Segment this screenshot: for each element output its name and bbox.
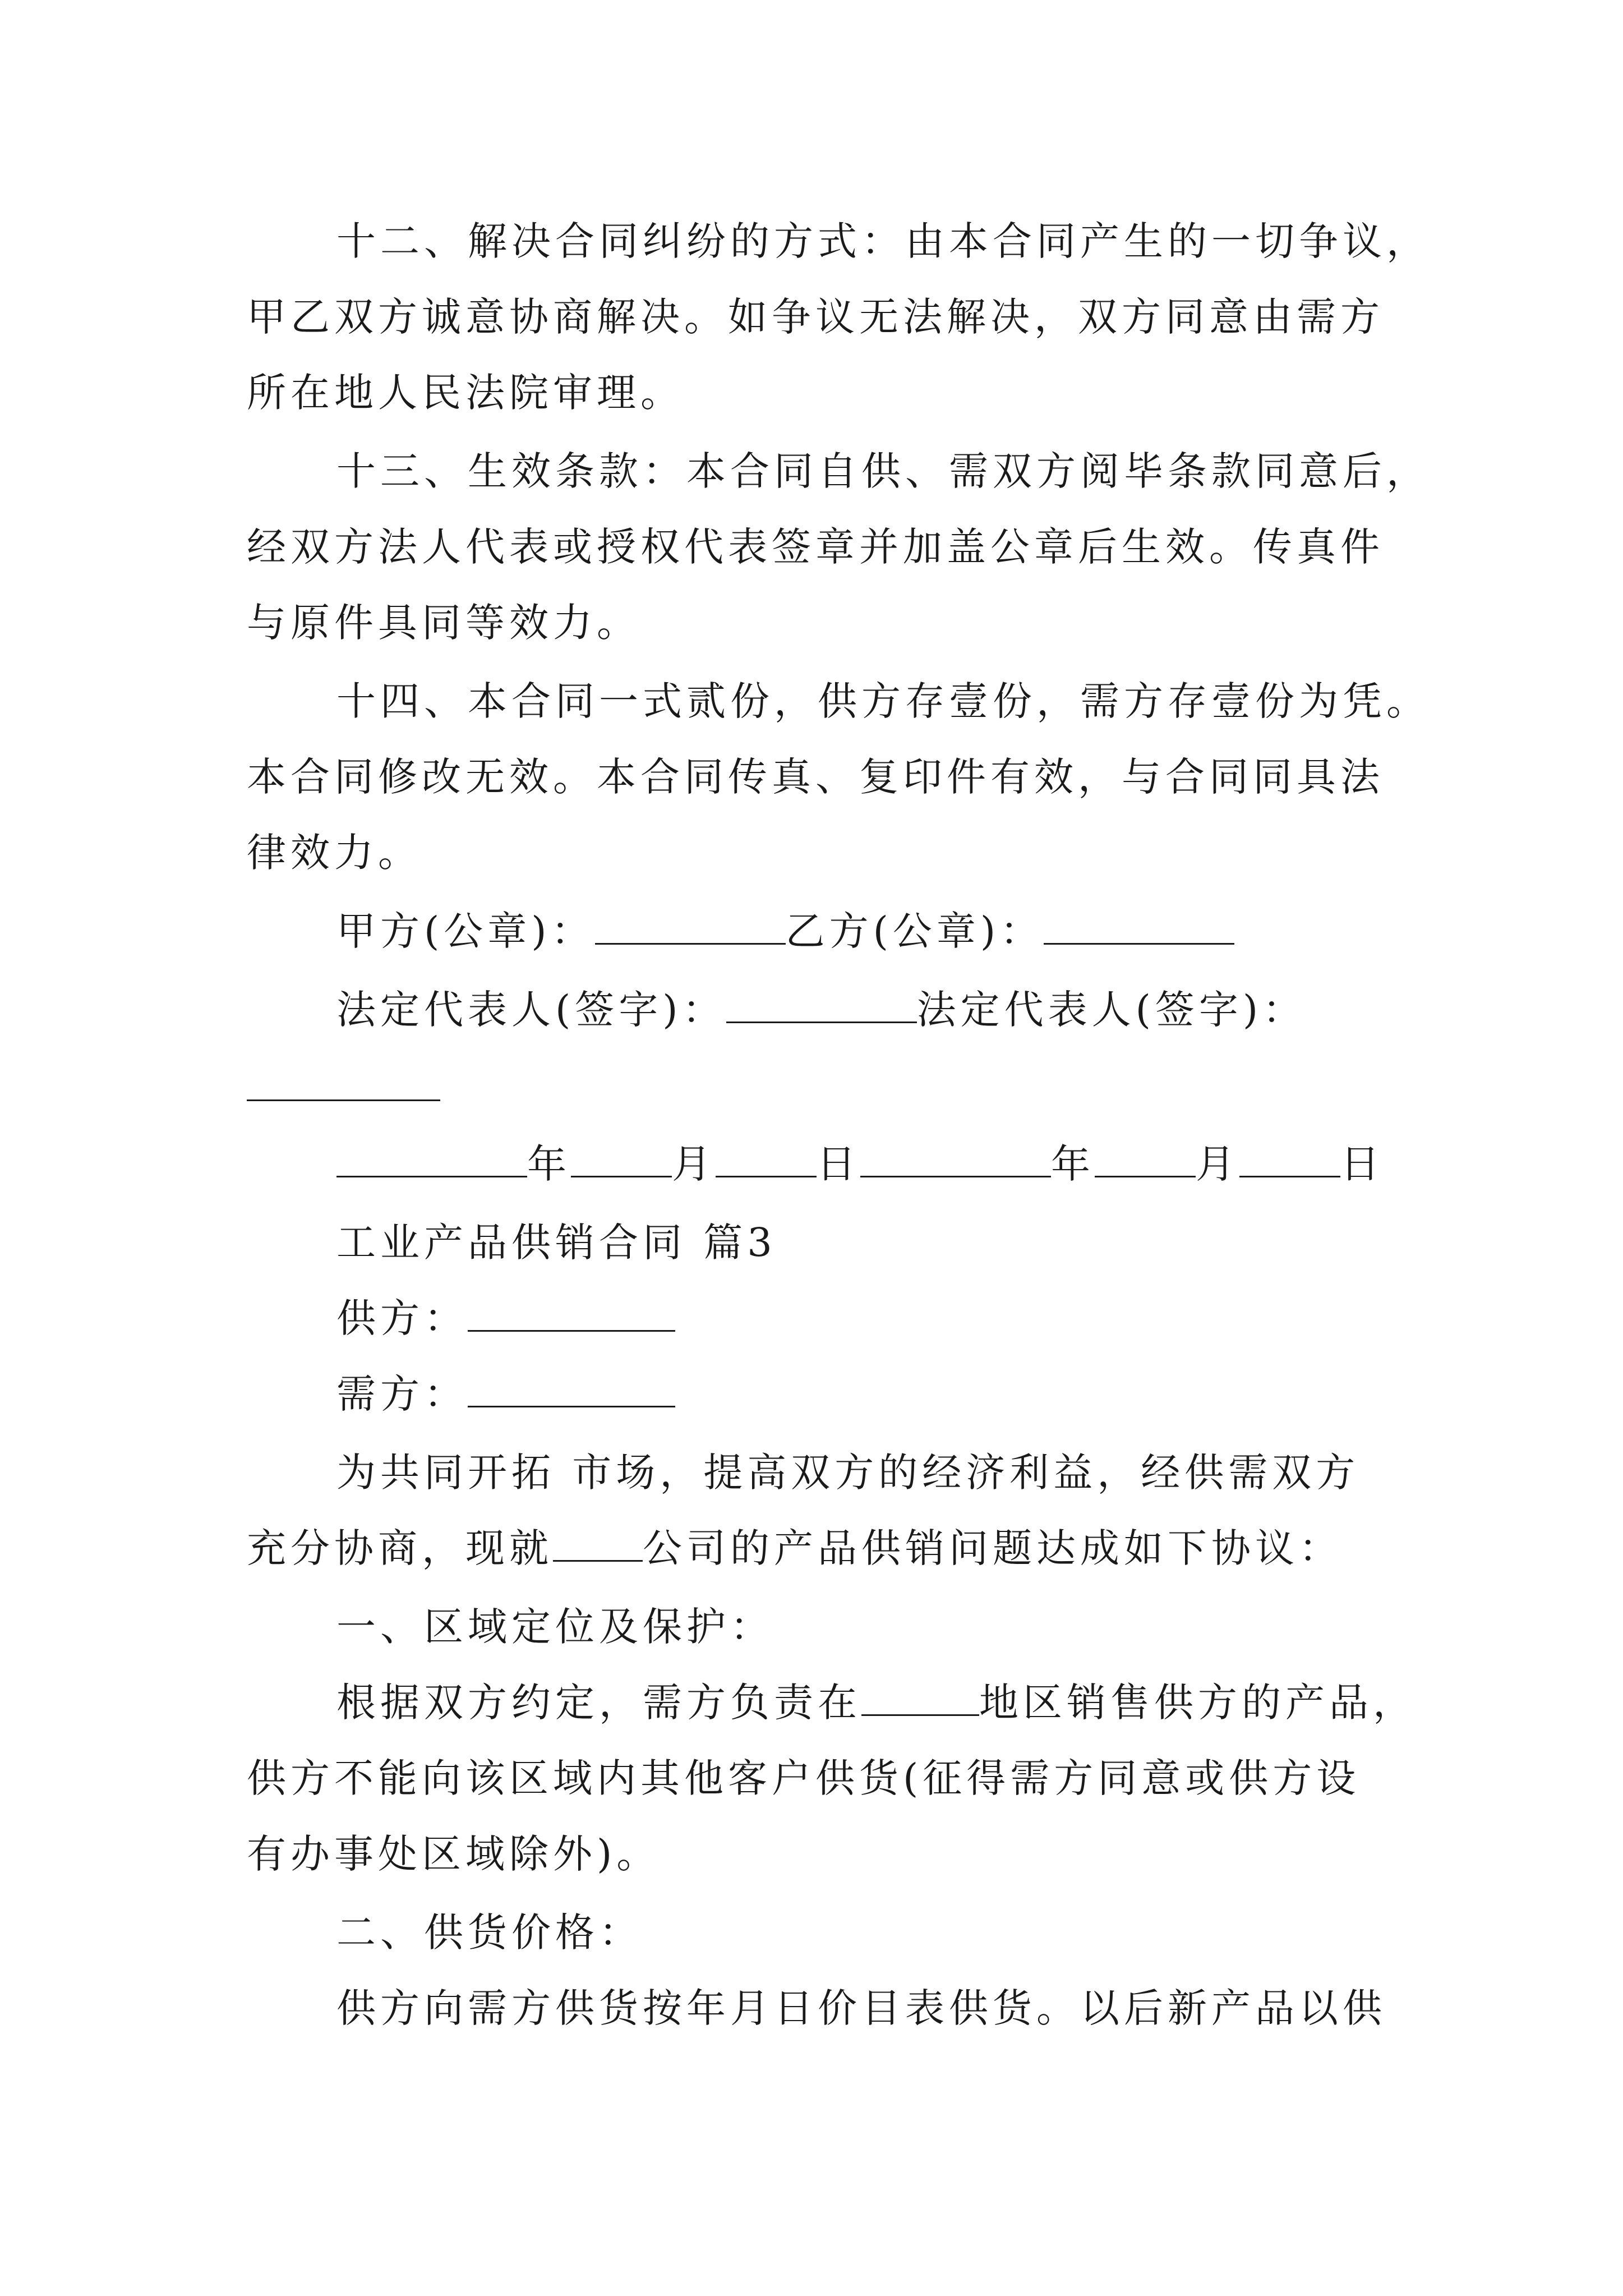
item-1-line-1	[336, 1680, 1417, 1726]
year-label-b: 年	[1051, 1141, 1095, 1187]
supplier-label: 供方：	[336, 1295, 468, 1341]
intro-line-2-start: 充分协商，现就	[247, 1525, 553, 1571]
party-b-seal-blank[interactable]	[1044, 940, 1234, 945]
party-b-seal-label: 乙方(公章)：	[785, 908, 1044, 954]
day-label-b: 日	[1340, 1141, 1384, 1187]
section-3-title: 工业产品供销合同 篇3	[336, 1220, 777, 1266]
buyer-blank[interactable]	[468, 1402, 675, 1407]
item-1-line-1-start: 根据双方约定，需方负责在	[336, 1680, 861, 1726]
legal-rep-b-blank[interactable]	[247, 1099, 440, 1101]
date-b-day-blank[interactable]	[1239, 1172, 1340, 1177]
legal-rep-a-label: 法定代表人(签字)：	[336, 987, 726, 1033]
party-a-seal-label: 甲方(公章)：	[336, 908, 595, 954]
supplier-line	[336, 1295, 675, 1341]
month-label: 月	[672, 1141, 716, 1187]
item-2-line-1: 供方向需方供货按年月日价目表供货。以后新产品以供	[336, 1985, 1386, 2031]
date-a-month-blank[interactable]	[571, 1172, 672, 1177]
intro-line-2	[247, 1525, 1343, 1571]
date-line	[336, 1141, 1384, 1187]
clause-14-line-2: 本合同修改无效。本合同传真、复印件有效，与合同同具法	[247, 754, 1384, 800]
legal-rep-line	[336, 987, 1307, 1033]
clause-13-line-3: 与原件具同等效力。	[247, 600, 640, 646]
buyer-label: 需方：	[336, 1371, 468, 1417]
day-label: 日	[817, 1141, 860, 1187]
date-b-month-blank[interactable]	[1095, 1172, 1196, 1177]
clause-13-line-2: 经双方法人代表或授权代表签章并加盖公章后生效。传真件	[247, 524, 1384, 570]
item-1-line-3: 有办事处区域除外)。	[247, 1831, 661, 1877]
seal-line	[336, 908, 1234, 954]
month-label-b: 月	[1196, 1141, 1239, 1187]
date-a-day-blank[interactable]	[716, 1172, 817, 1177]
intro-line-2-end: 公司的产品供销问题达成如下协议：	[643, 1525, 1343, 1571]
clause-13-line-1: 十三、生效条款：本合同自供、需双方阅毕条款同意后，	[336, 448, 1430, 494]
date-a-year-blank[interactable]	[336, 1172, 527, 1177]
clause-12-line-1: 十二、解决合同纠纷的方式：由本合同产生的一切争议，	[336, 218, 1430, 264]
clause-14-line-3: 律效力。	[247, 830, 422, 876]
date-b-year-blank[interactable]	[860, 1172, 1051, 1177]
buyer-line	[336, 1371, 675, 1417]
year-label: 年	[527, 1141, 571, 1187]
item-1-line-2: 供方不能向该区域内其他客户供货(征得需方同意或供方设	[247, 1755, 1361, 1801]
intro-line-1: 为共同开拓 市场，提高双方的经济利益，经供需双方	[336, 1450, 1360, 1496]
region-blank[interactable]	[861, 1711, 979, 1716]
item-1-line-1-end: 地区销售供方的产品，	[979, 1680, 1417, 1726]
item-1-title: 一、区域定位及保护：	[336, 1604, 774, 1650]
supplier-blank[interactable]	[468, 1327, 675, 1332]
legal-rep-b-label: 法定代表人(签字)：	[916, 987, 1307, 1033]
clause-14-line-1: 十四、本合同一式贰份，供方存壹份，需方存壹份为凭。	[336, 678, 1430, 724]
item-2-title: 二、供货价格：	[336, 1910, 643, 1955]
party-a-seal-blank[interactable]	[595, 940, 786, 945]
clause-12-line-3: 所在地人民法院审理。	[247, 370, 684, 416]
clause-12-line-2: 甲乙双方诚意协商解决。如争议无法解决，双方同意由需方	[247, 294, 1384, 340]
legal-rep-a-blank[interactable]	[726, 1018, 917, 1023]
company-blank[interactable]	[553, 1557, 643, 1562]
